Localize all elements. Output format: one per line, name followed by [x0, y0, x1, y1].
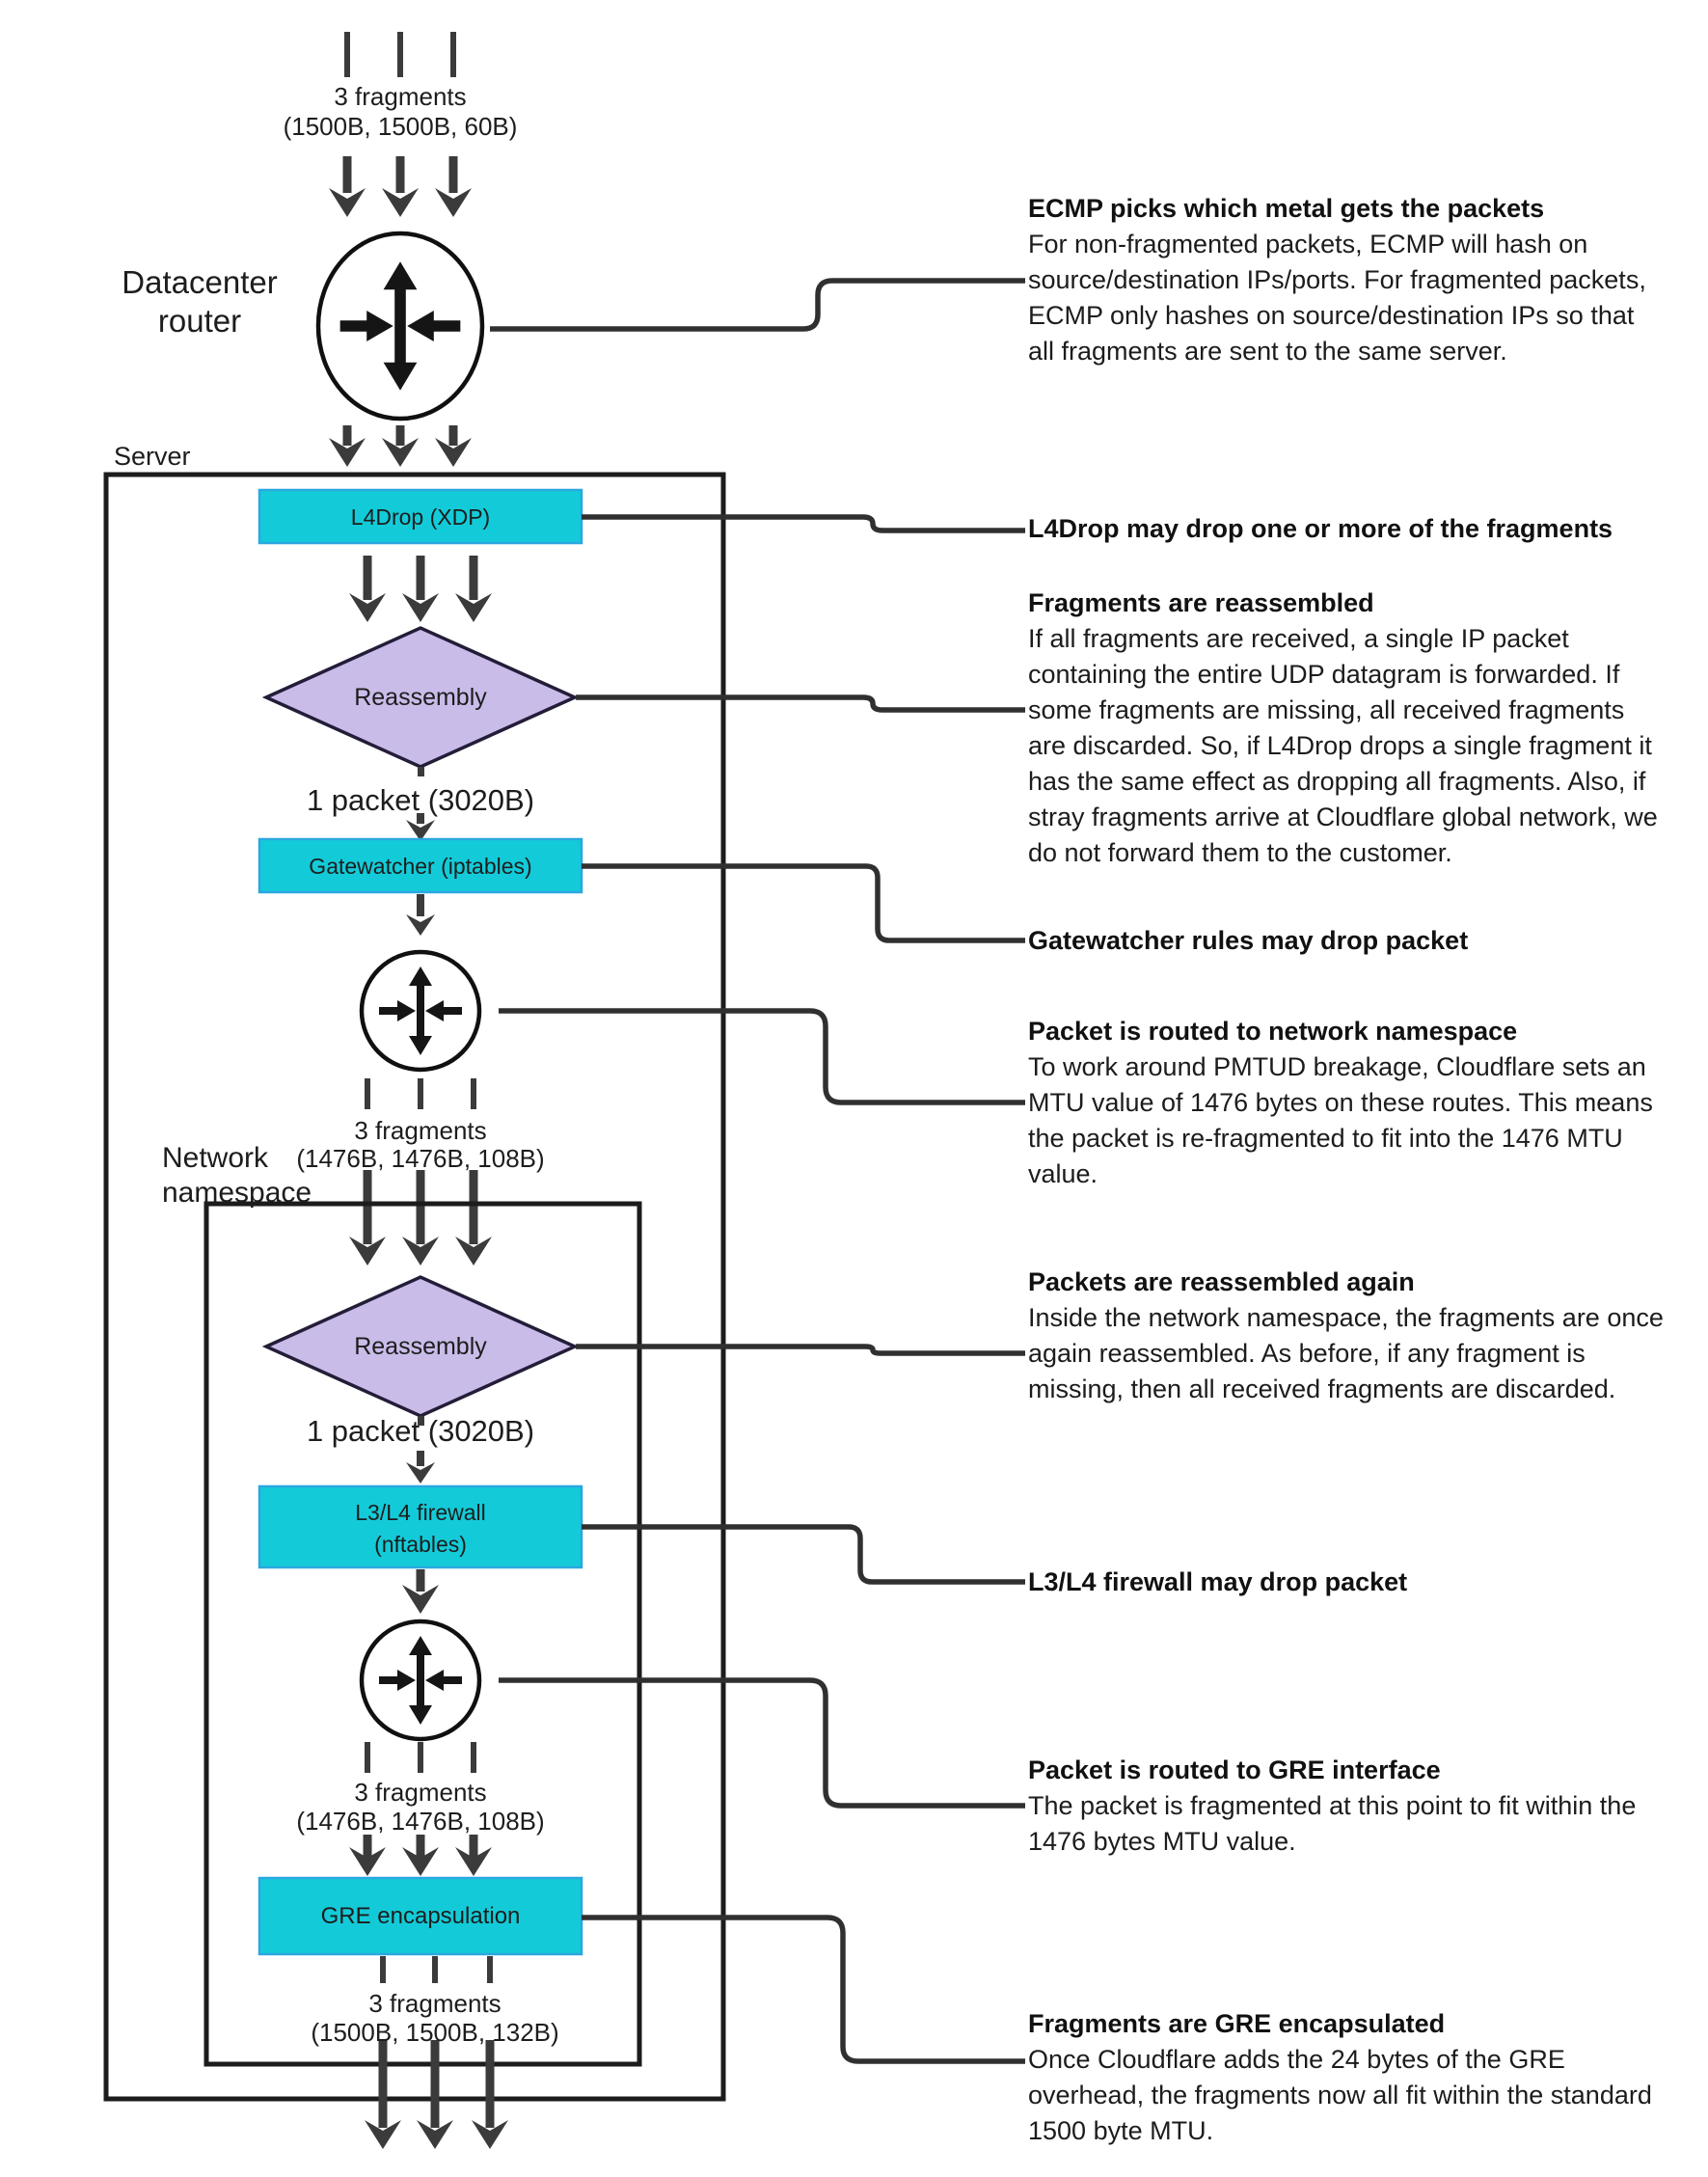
- annotation-body: For non-fragmented packets, ECMP will hash on source/destination IPs/ports. For fragmented packets, ECMP only hashes on source/destination IPs so that all fragments are sent to the same server.: [1028, 230, 1646, 366]
- arrows-into-datacenter-router: [329, 156, 472, 217]
- top-fragment-ticks: [347, 32, 453, 77]
- namespace-fragments-label: 3 fragments: [354, 1778, 487, 1807]
- annotation-heading: Fragments are reassembled: [1028, 588, 1374, 617]
- annotation-heading: Packet is routed to network namespace: [1028, 1017, 1518, 1046]
- arrows-into-gre: [349, 1835, 492, 1876]
- annotation-heading: ECMP picks which metal gets the packets: [1028, 194, 1545, 223]
- server-fragments-sizes: (1476B, 1476B, 108B): [296, 1144, 545, 1173]
- annotation-body: If all fragments are received, a single IP packet containing the entire UDP datagram is forwarded. If some fragments are missing, all received fragments are discarded. So, if L4Drop drops a single fragment it has the same effect as dropping all fragments. Also, if stray fragments arrive at Cloudflare global network, we do not forward them to the customer.: [1028, 624, 1658, 867]
- out-fragments-label: 3 fragments: [368, 1989, 502, 2018]
- annotation-heading: L3/L4 firewall may drop packet: [1028, 1567, 1408, 1596]
- annotation-ecmp: [1028, 191, 1665, 369]
- annotation-body: To work around PMTUD breakage, Cloudflare sets an MTU value of 1476 bytes on these routes. This means the packet is re-fragmented to fit into the 1476 MTU value.: [1028, 1052, 1653, 1188]
- packet-label-1: 1 packet (3020B): [306, 783, 535, 817]
- network-namespace-line1: Network: [162, 1142, 269, 1174]
- l3l4-firewall-line2: (nftables): [374, 1532, 467, 1557]
- reassembly-label-1: Reassembly: [354, 684, 487, 711]
- fragment-ticks-after-router2: [367, 1078, 474, 1109]
- annotation-reassembled: [1028, 585, 1665, 871]
- reassembly-label-2: Reassembly: [354, 1333, 487, 1360]
- arrows-into-server: [329, 425, 472, 467]
- annotation-body: Once Cloudflare adds the 24 bytes of the GRE overhead, the fragments now all fit within the standard 1500 byte MTU.: [1028, 2045, 1652, 2145]
- annotation-heading: Fragments are GRE encapsulated: [1028, 2009, 1446, 2038]
- annotation-heading: Gatewatcher rules may drop packet: [1028, 926, 1469, 955]
- network-namespace-line2: namespace: [162, 1177, 312, 1209]
- annotation-firewall: [1028, 1565, 1665, 1600]
- top-fragments-sizes: (1500B, 1500B, 60B): [283, 112, 518, 141]
- annotation-heading: L4Drop may drop one or more of the fragments: [1028, 514, 1613, 543]
- arrows-into-namespace: [349, 1170, 492, 1265]
- gatewatcher-label: Gatewatcher (iptables): [309, 854, 532, 879]
- datacenter-router-line2: router: [157, 303, 242, 339]
- arrows-l4drop-to-reassembly: [349, 556, 492, 622]
- datacenter-router-line1: Datacenter: [122, 264, 278, 300]
- datacenter-router-label: [122, 263, 277, 340]
- annotation-connectors: [490, 281, 1025, 2061]
- network-namespace-label: [162, 1141, 312, 1211]
- l4drop-label: L4Drop (XDP): [350, 504, 491, 530]
- fragment-ticks-after-router3: [367, 1742, 474, 1773]
- annotation-body: Inside the network namespace, the fragments are once again reassembled. As before, if any fragment is missing, then all received fragments are discarded.: [1028, 1303, 1664, 1403]
- l3l4-firewall-line1: L3/L4 firewall: [355, 1500, 486, 1525]
- annotation-routed-namespace: [1028, 1014, 1665, 1192]
- annotation-gre-encapsulated: [1028, 2006, 1665, 2149]
- annotation-routed-gre: [1028, 1753, 1665, 1860]
- namespace-fragments-sizes: (1476B, 1476B, 108B): [296, 1807, 545, 1836]
- annotation-gatewatcher: [1028, 923, 1665, 959]
- server-fragments-label: 3 fragments: [354, 1116, 487, 1145]
- annotation-heading: Packet is routed to GRE interface: [1028, 1755, 1441, 1784]
- annotation-body: The packet is fragmented at this point to fit within the 1476 bytes MTU value.: [1028, 1791, 1637, 1856]
- fragment-ticks-after-gre: [383, 1956, 490, 1983]
- packet-label-2: 1 packet (3020B): [306, 1414, 535, 1448]
- server-label: Server: [114, 442, 191, 471]
- top-fragments-label: 3 fragments: [334, 82, 467, 111]
- l3l4-firewall-label: [355, 1497, 486, 1561]
- out-fragments-sizes: (1500B, 1500B, 132B): [311, 2018, 559, 2047]
- gre-label: GRE encapsulation: [320, 1903, 521, 1929]
- arrows-out-of-server: [365, 2040, 508, 2149]
- annotation-l4drop: [1028, 511, 1665, 547]
- annotation-reassembled-again: [1028, 1265, 1665, 1407]
- annotation-heading: Packets are reassembled again: [1028, 1267, 1415, 1296]
